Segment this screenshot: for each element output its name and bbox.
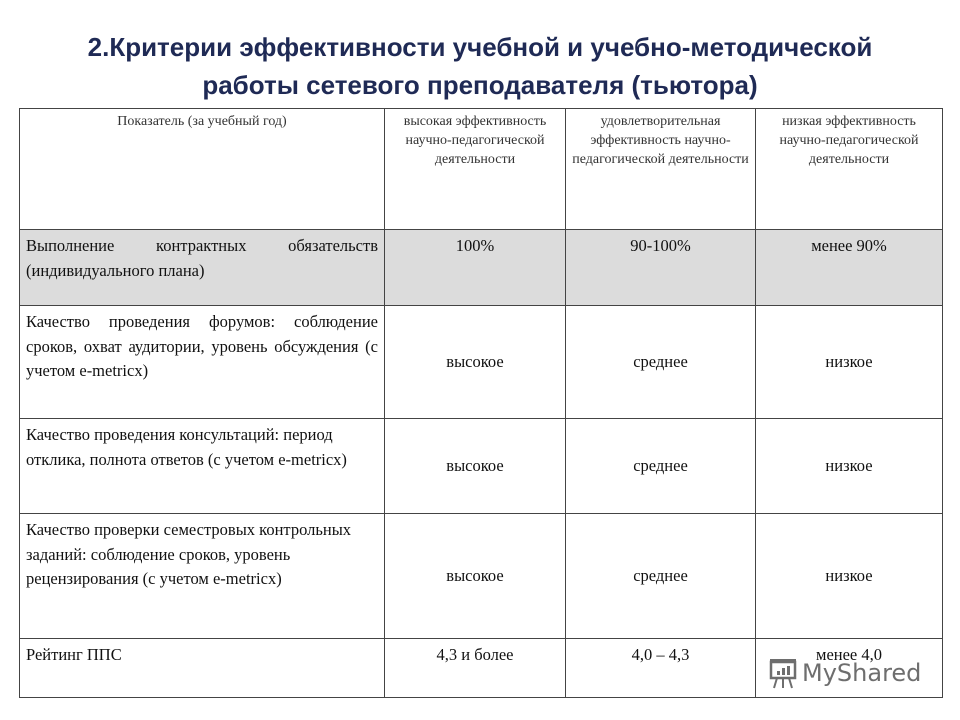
- indicator-cell: Качество проверки семестровых контрольных заданий: соблюдение сроков, уровень рецензирования (с учетом e-metricx): [20, 514, 385, 639]
- title-line-2: работы сетевого преподавателя (тьютора): [202, 70, 758, 100]
- value-cell: 4,3 и более: [385, 639, 566, 698]
- value-cell: среднее: [566, 514, 756, 639]
- value-cell: среднее: [566, 306, 756, 419]
- presentation-board-icon: [768, 657, 798, 689]
- table-row: [20, 514, 943, 639]
- indicator-cell: Выполнение контрактных обязательств (индивидуального плана): [20, 230, 385, 306]
- title-line-1: 2.Критерии эффективности учебной и учебно-методической: [87, 32, 873, 62]
- table-row: [20, 230, 943, 306]
- table-header-row: [20, 109, 943, 230]
- criteria-table: [19, 108, 943, 698]
- table-row: [20, 306, 943, 419]
- header-cell: удовлетворительная эффективность научно-педагогической деятельности: [566, 109, 756, 230]
- watermark: [768, 657, 921, 689]
- value-cell: менее 90%: [756, 230, 943, 306]
- header-cell: Показатель (за учебный год): [20, 109, 385, 230]
- value-cell: высокое: [385, 306, 566, 419]
- value-cell: низкое: [756, 419, 943, 514]
- indicator-cell: Качество проведения консультаций: период отклика, полнота ответов (с учетом e-metricx): [20, 419, 385, 514]
- value-cell: низкое: [756, 514, 943, 639]
- indicator-cell: Рейтинг ППС: [20, 639, 385, 698]
- header-cell: высокая эффективность научно-педагогической деятельности: [385, 109, 566, 230]
- value-cell: высокое: [385, 514, 566, 639]
- header-cell: низкая эффективность научно-педагогической деятельности: [756, 109, 943, 230]
- table-row: [20, 419, 943, 514]
- value-cell: менее 4,0: [756, 639, 943, 698]
- value-cell: низкое: [756, 306, 943, 419]
- indicator-cell: Качество проведения форумов: соблюдение сроков, охват аудитории, уровень обсуждения (с учетом e-metricx): [20, 306, 385, 419]
- value-cell: 90-100%: [566, 230, 756, 306]
- value-cell: 100%: [385, 230, 566, 306]
- value-cell: высокое: [385, 419, 566, 514]
- value-cell: среднее: [566, 419, 756, 514]
- watermark-text: MyShared: [802, 659, 922, 687]
- slide-title: [0, 28, 960, 104]
- value-cell: 4,0 – 4,3: [566, 639, 756, 698]
